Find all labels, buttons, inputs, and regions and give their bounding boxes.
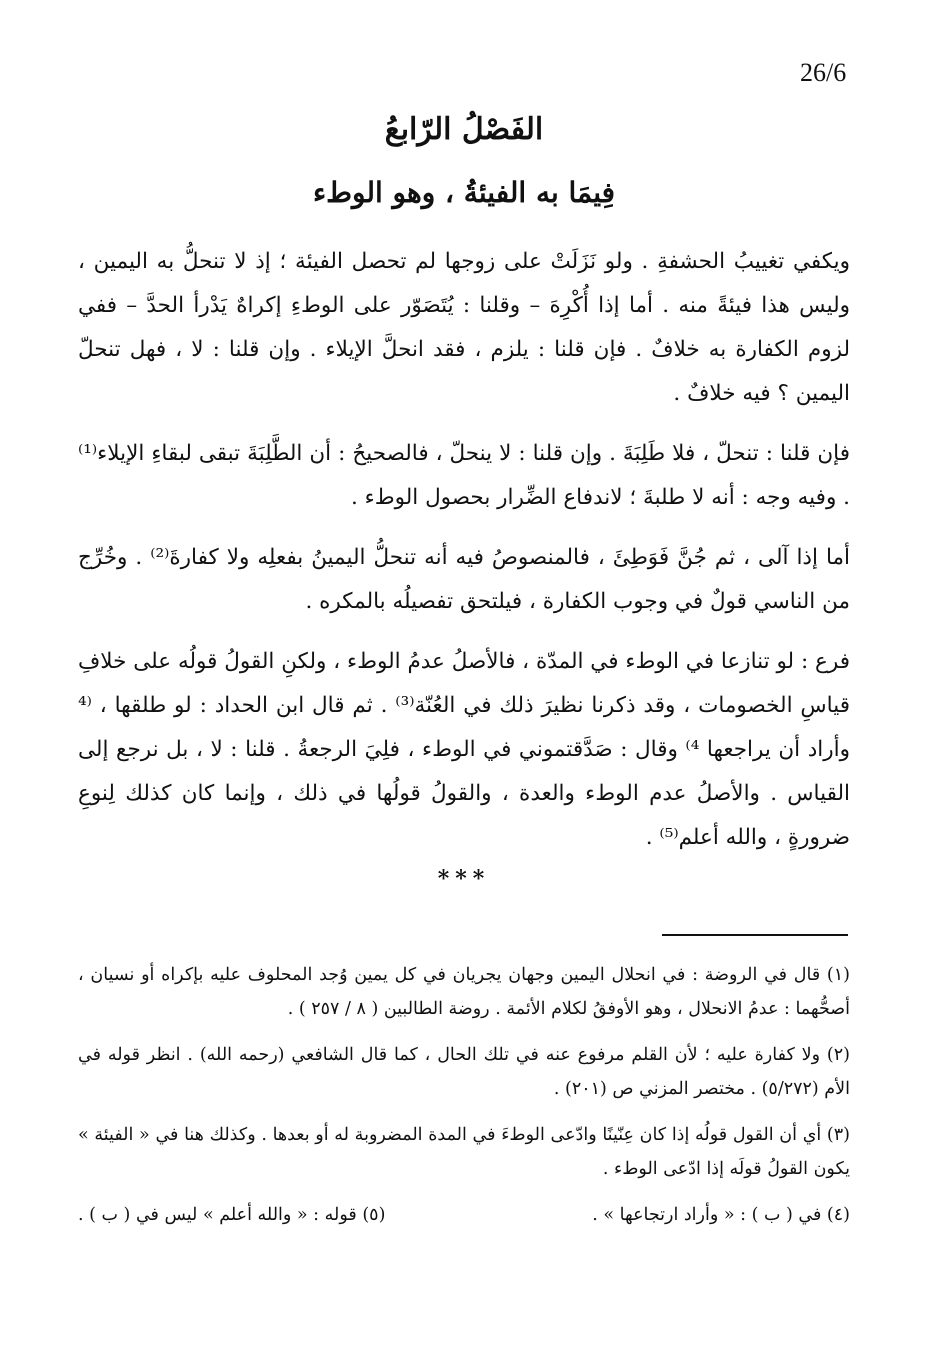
footnotes	[78, 958, 850, 1232]
paragraph: فرع : لو تنازعا في الوطء في المدّة ، فالأصلُ عدمُ الوطء ، ولكنِ القولُ قولُه على خلافِ قياسِ الخصومات ، وقد ذكرنا نظيرَ ذلك في العُنّة⁽³⁾ . ثم قال ابن الحداد : لو طلقها ، ⁽⁴ وأراد أن يراجعها ⁴⁾ وقال : صَدَّقتموني في الوطء ، فلِيَ الرجعةُ . قلنا : لا ، بل نرجع إلى القياس . والأصلُ عدم الوطء والعدة ، والقولُ قولُها في ذلك ، وإنما كان كذلك لِنوعِ ضرورةٍ ، والله أعلم⁽⁵⁾ .	[78, 649, 850, 850]
chapter-subtitle: فِيمَا به الفيئةُ ، وهو الوطء	[312, 176, 616, 209]
paragraph: فإن قلنا : تنحلّ ، فلا طَلِبَةَ . وإن قلنا : لا ينحلّ ، فالصحيحُ : أن الطَّلِبَةَ تبقى لبقاءِ الإيلاء⁽¹⁾ . وفيه وجه : أنه لا طلبةَ ؛ لاندفاع الضِّرار بحصول الوطء .	[78, 441, 850, 510]
body-text	[78, 240, 850, 876]
page-number: 26/6	[800, 58, 847, 87]
paragraph: أما إذا آلى ، ثم جُنَّ فَوَطِئَ ، فالمنصوصُ فيه أنه تنحلُّ اليمينُ بفعلِه ولا كفارةَ⁽²⁾ . وخُرِّج من الناسي قولٌ في وجوب الكفارة ، فيلتحق تفصيلُه بالمكره .	[78, 545, 850, 614]
section-separator: ***	[437, 866, 491, 892]
footnote-divider	[662, 934, 848, 936]
footnote: (٤) في ( ب ) : « وأراد ارتجاعها » .	[592, 1205, 850, 1225]
footnote: (١) قال في الروضة : في انحلال اليمين وجهان يجريان في كل يمين وُجد المحلوف عليه بإكراه أو نسيان ، أصحُّهما : عدمُ الانحلال ، وهو الأوفقُ لكلام الأئمة . روضة الطالبين ( ٨ / ٢٥٧ ) .	[78, 965, 850, 1019]
footnote: (٥) قوله : « والله أعلم » ليس في ( ب ) .	[78, 1205, 386, 1225]
footnote: (٣) أي أن القول قولُه إذا كان عِنّينًا وادّعى الوطءَ في المدة المضروبة له أو بعدها . وكذلك هنا في « الفيئة » يكون القولُ قولَه إذا ادّعى الوطء .	[78, 1125, 850, 1179]
paragraph: ويكفي تغييبُ الحشفةِ . ولو نَزَلَتْ على زوجها لم تحصل الفيئة ؛ إذ لا تنحلُّ به اليمين ، وليس هذا فيئةً منه . أما إذا أُكْرِهَ – وقلنا : يُتَصَوّر على الوطءِ إكراهٌ يَدْرأ الحدَّ – ففي لزوم الكفارة به خلافٌ . فإن قلنا : يلزم ، فقد انحلَّ الإيلاء . وإن قلنا : لا ، فهل تنحلّ اليمين ؟ فيه خلافٌ .	[78, 249, 850, 406]
footnote-row	[78, 1198, 850, 1232]
footnote: (٢) ولا كفارة عليه ؛ لأن القلم مرفوع عنه في تلك الحال ، كما قال الشافعي (رحمه الله) . انظر قوله في الأم (٥/٢٧٢) . مختصر المزني ص (٢٠١) .	[78, 1045, 850, 1099]
chapter-title: الفَصْلُ الرّابعُ	[384, 112, 544, 147]
